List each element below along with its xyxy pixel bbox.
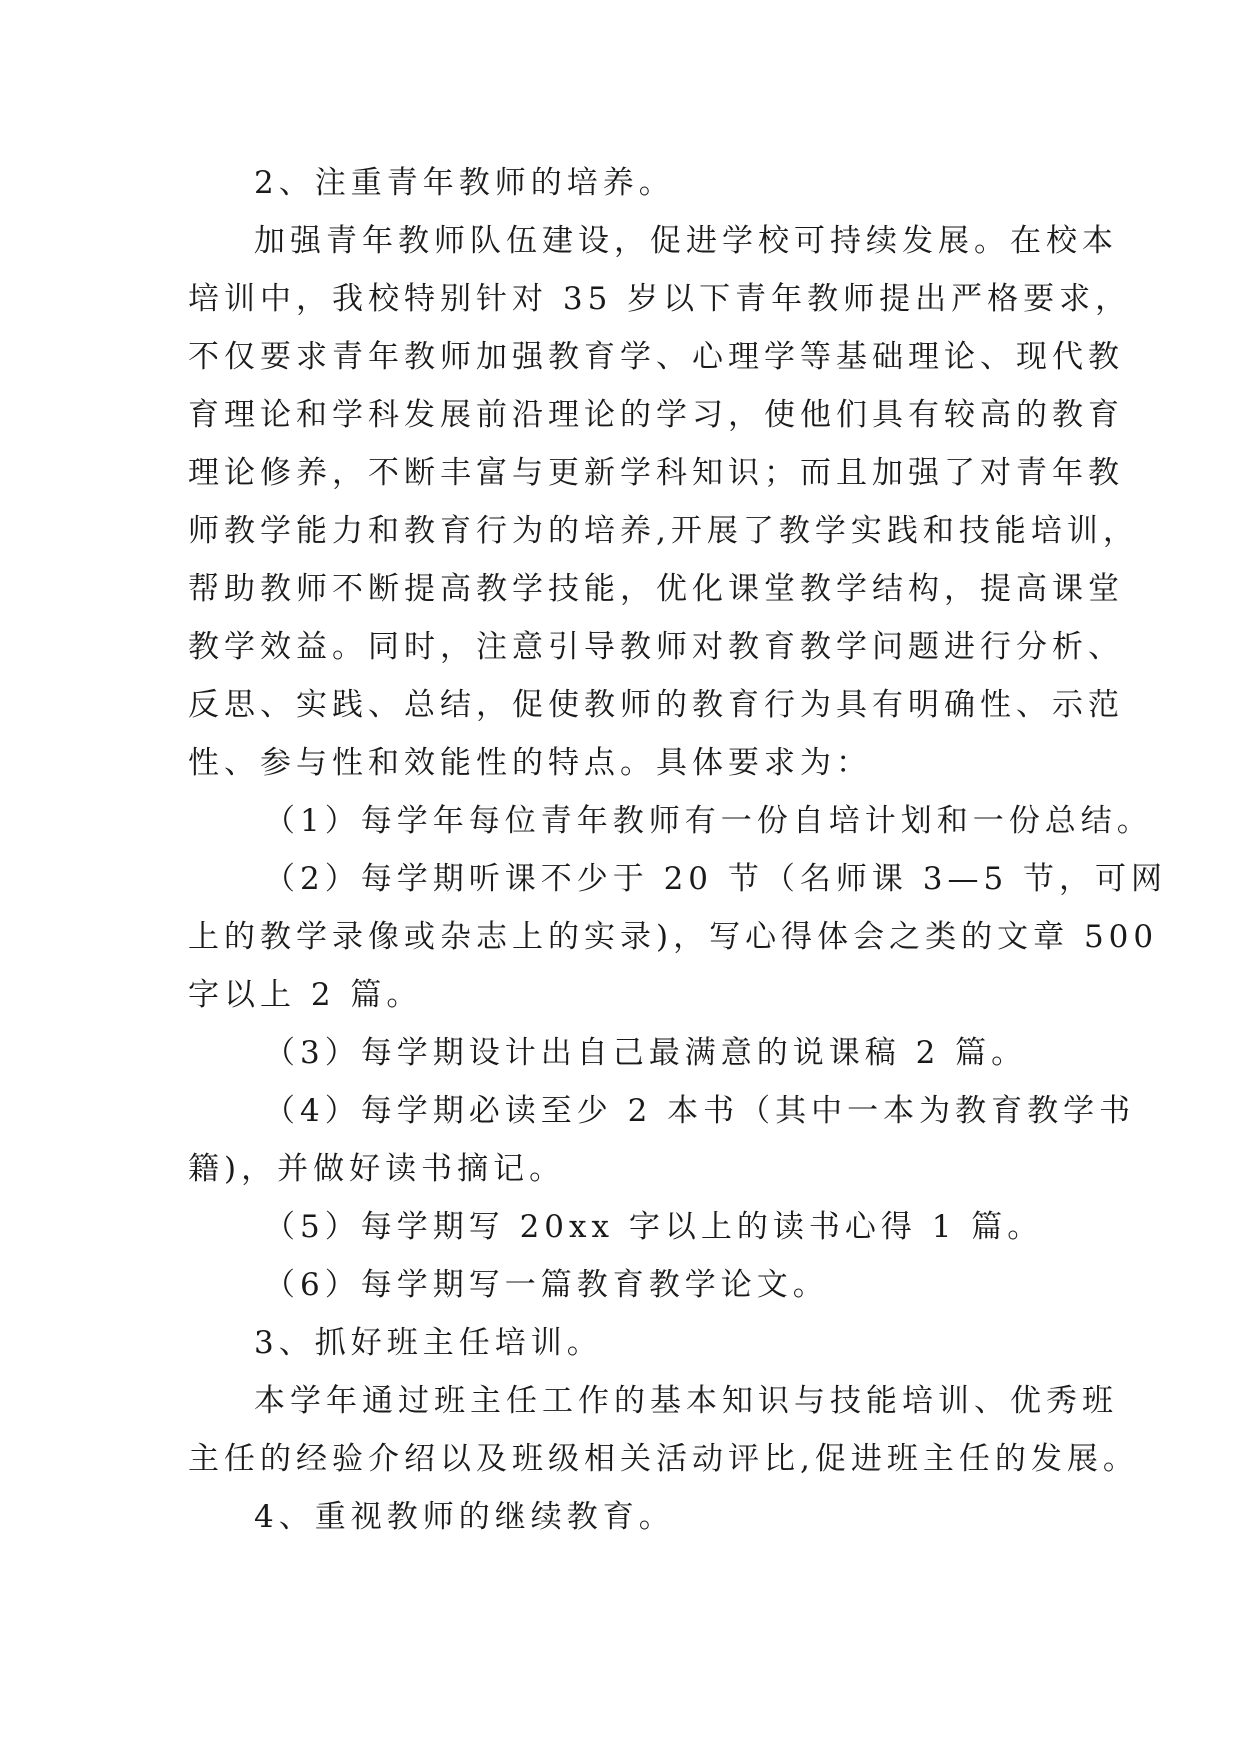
section-heading-2: 2、注重青年教师的培养。: [254, 165, 675, 201]
paragraph-line: 育理论和学科发展前沿理论的学习，使他们具有较高的教育: [188, 397, 1124, 433]
paragraph-line: 反思、实践、总结，促使教师的教育行为具有明确性、示范: [188, 687, 1124, 723]
paragraph-line: 不仅要求青年教师加强教育学、心理学等基础理论、现代教: [188, 339, 1124, 375]
paragraph-line: 师教学能力和教育行为的培养,开展了教学实践和技能培训，: [188, 513, 1139, 549]
list-item-4: （4）每学期必读至少 2 本书（其中一本为教育教学书: [264, 1093, 1136, 1129]
list-item-2-continued: 上的教学录像或杂志上的实录)，写心得体会之类的文章 500: [188, 919, 1159, 955]
paragraph-line: 主任的经验介绍以及班级相关活动评比,促进班主任的发展。: [188, 1441, 1139, 1477]
paragraph-line: 理论修养，不断丰富与更新学科知识；而且加强了对青年教: [188, 455, 1124, 491]
list-item-5: （5）每学期写 20xx 字以上的读书心得 1 篇。: [264, 1209, 1044, 1245]
section-heading-3: 3、抓好班主任培训。: [254, 1325, 603, 1361]
document-body: [188, 154, 1168, 1546]
paragraph-line: 教学效益。同时，注意引导教师对教育教学问题进行分析、: [188, 629, 1124, 665]
list-item-6: （6）每学期写一篇教育教学论文。: [264, 1267, 829, 1303]
list-item-3: （3）每学期设计出自己最满意的说课稿 2 篇。: [264, 1035, 1028, 1071]
paragraph-line: 加强青年教师队伍建设，促进学校可持续发展。在校本: [254, 223, 1118, 259]
list-item-1: （1）每学年每位青年教师有一份自培计划和一份总结。: [264, 803, 1153, 839]
paragraph-line: 帮助教师不断提高教学技能，优化课堂教学结构，提高课堂: [188, 571, 1124, 607]
list-item-4-continued: 籍)，并做好读书摘记。: [188, 1151, 566, 1187]
paragraph-line: 性、参与性和效能性的特点。具体要求为：: [188, 745, 872, 781]
list-item-2-continued: 字以上 2 篇。: [188, 977, 423, 1013]
list-item-2: （2）每学期听课不少于 20 节（名师课 3—5 节，可网: [264, 861, 1168, 897]
paragraph-line: 培训中，我校特别针对 35 岁以下青年教师提出严格要求，: [188, 281, 1132, 317]
paragraph-line: 本学年通过班主任工作的基本知识与技能培训、优秀班: [254, 1383, 1118, 1419]
section-heading-4: 4、重视教师的继续教育。: [254, 1499, 675, 1535]
